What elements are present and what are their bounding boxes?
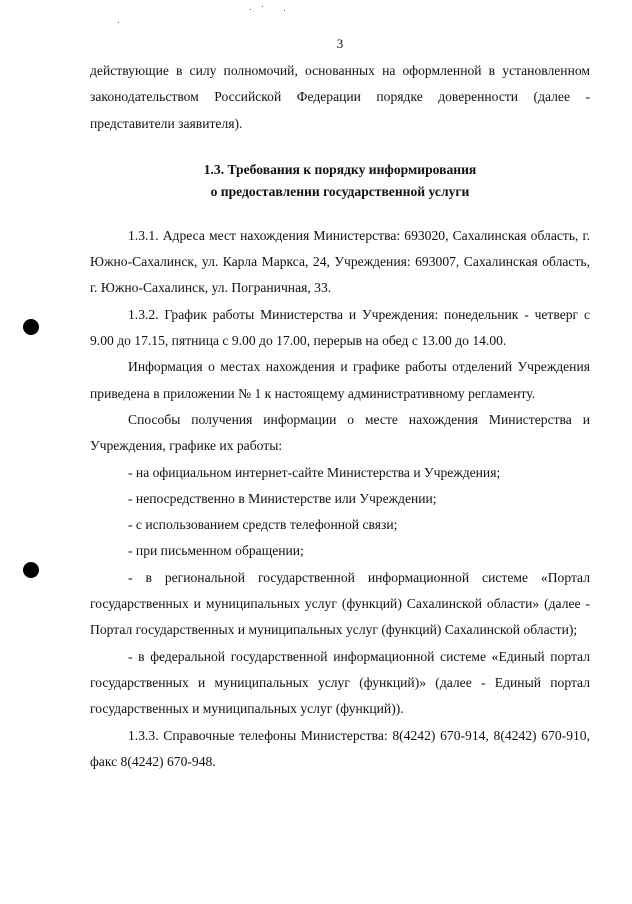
punch-hole-bottom: [23, 562, 39, 578]
paragraph-continuation: действующие в силу полномочий, основанных на оформленной в установленном законодательством Российской Федерации порядке доверенности (далее - представители заявителя).: [90, 63, 590, 131]
document-body: [90, 58, 590, 775]
list-item-federal-portal: - в федеральной государственной информационной системе «Единый портал государственных и муниципальных услуг (функций)» (далее - Единый портал государственных и муниципальных услуг (функций)).: [90, 648, 590, 717]
list-item-written: - при письменном обращении;: [128, 543, 304, 559]
paragraph-branches-info: Информация о местах нахождения и графике работы отделений Учреждения приведена в приложении № 1 к настоящему административному регламенту.: [90, 359, 590, 401]
scan-speck: [118, 22, 119, 23]
section-heading-line-1: 1.3. Требования к порядку информирования: [203, 161, 477, 177]
page-number: 3: [336, 36, 344, 51]
list-item-in-person: - непосредственно в Министерстве или Учреждении;: [128, 490, 437, 506]
paragraph-addresses: 1.3.1. Адреса мест нахождения Министерства: 693020, Сахалинская область, г. Южно-Сахалинск, ул. Карла Маркса, 24, Учреждения: 693007, Сахалинская область, г. Южно-Сахалинск, ул. Пограничная, 33.: [90, 227, 590, 296]
list-item-regional-portal: - в региональной государственной информационной системе «Портал государственных и муниципальных услуг (функций) Сахалинской области» (далее - Портал государственных и муниципальных услуг (функций) Сахалинской области);: [90, 569, 590, 638]
section-heading-line-2: о предоставлении государственной услуги: [210, 183, 470, 199]
scan-speck: [262, 6, 263, 7]
paragraph-phones: 1.3.3. Справочные телефоны Министерства: 8(4242) 670-914, 8(4242) 670-910, факс 8(4242) 670-948.: [90, 727, 590, 769]
list-item-website: - на официальном интернет-сайте Министерства и Учреждения;: [128, 464, 501, 480]
paragraph-schedule: 1.3.2. График работы Министерства и Учреждения: понедельник - четверг с 9.00 до 17.15, пятница с 9.00 до 17.00, перерыв на обед с 13.00 до 14.00.: [90, 306, 590, 349]
scan-speck: [284, 10, 285, 11]
section-heading: [90, 159, 590, 203]
scan-speck: [250, 9, 251, 10]
list-item-phone: - с использованием средств телефонной связи;: [128, 517, 398, 533]
punch-hole-top: [23, 319, 39, 335]
paragraph-info-methods: Способы получения информации о месте нахождения Министерства и Учреждения, графике их работы:: [90, 411, 590, 454]
